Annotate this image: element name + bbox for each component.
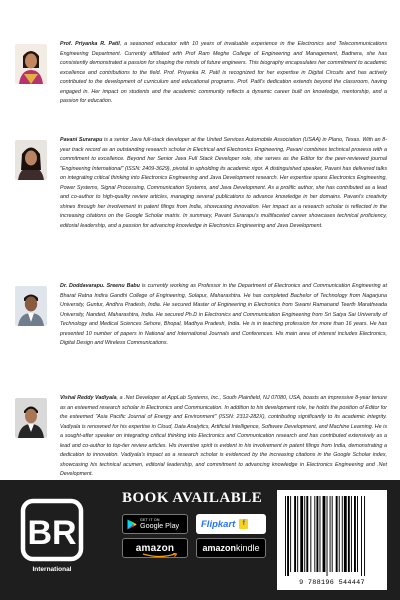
barcode-bar xyxy=(310,496,311,572)
kindle-amazon-label: amazon xyxy=(202,543,236,553)
kindle-label: kindle xyxy=(236,543,260,553)
author-description-4: , a .Net Developer at AppLab Systems, Inc., South Plainfield, NJ 07080, USA, boasts an impressive 8-year tenure as an esteemed research scholar in Electronics and Communication. In addition to his development role, he holds the position of Editor for the esteemed "Asia Pacific Journal of Energy and Environment" (ISSN: 2312-282X), contributing significantly to its academic integrity. Vadiyala is renowned for his expertise in Cloud, Data Analytics, Artificial Intelligence, Software Development, and Machine Learning. He is a sought-after speaker on integrating critical thinking into Electronics and Communication research and has contributed extensively as a lead and co-author to top-tier review articles. His inventive spirit is evident in his involvement in patent filings from India, demonstrating a dedication to innovation. Vadiyala's impact as a research scholar is evidenced by the increasing citations in the Google Scholar index, showcasing his technical acumen, editorial leadership, and commitment to advancing knowledge in Electronics Engineering and .Net Development. xyxy=(60,395,387,478)
publisher-footer xyxy=(0,480,400,600)
br-international-logo xyxy=(20,498,84,580)
author-description-1: , a seasoned educator with 10 years of invaluable experience in the Electronics and Telecommunications Engineering Department. Currently affiliated with Prof Ram Meghe College of Engineering and Management, Badnera, she has consistently demonstrated a passion for shaping the minds of future engineers. This biography encapsulates her commitment to academic excellence and contributions to the field. Prof. Priyanka R. Patil is recognized for her expertise in Digital Circuits and has actively contributed to the development of curriculum and educational programs. Prof. Patil's dedication extends beyond the classroom, having engaged in. Her impact on students and the academic community reflects a dynamic career built on knowledge, mentorship, and a passion for education. xyxy=(60,41,387,105)
author-name-3: Dr. Doddavarapu. Sreenu Babu xyxy=(60,283,140,289)
author-photo-1 xyxy=(15,44,47,84)
author-bio-text-3 xyxy=(60,282,387,349)
barcode-bar xyxy=(316,496,318,572)
barcode-bar xyxy=(306,496,308,572)
kindle-wordmark xyxy=(202,543,259,553)
barcode-bar xyxy=(320,496,321,572)
author-bio-2 xyxy=(15,136,387,231)
google-play-label: Google Play xyxy=(140,521,180,531)
barcode-bar xyxy=(297,496,298,572)
br-logo-mark xyxy=(20,498,84,564)
flipkart-badge[interactable] xyxy=(196,514,266,534)
book-available-heading: BOOK AVAILABLE xyxy=(122,490,263,506)
author-description-2: is a senior Java full-stack developer at the United Services Automobile Association (USAA) in Plano, Texas. With an 8-year track record as an outstanding research scholar in Electrical and Electronics Engineering, Pavani combines technical prowess with a commitment to excellence. Beyond her Senior Java Full Stack Developer role, she serves as the Editor for the peer-reviewed journal "Engineering International" (ISSN: 2409-3629), pivotal in upholding its academic rigor. A distinguished speaker, Pavani has delivered talks on integrating critical thinking into Electronics Engineering and Java Development research. Her expertise spans Electronics Engineering, Power Systems, Signal Processing, Communication Systems, and Java Development. As a prolific author, she has contributed as a lead and co-author to high-quality review articles, managing several publications to advance knowledge in her domains. Pavani's creativity shines through her involvement in patent filings from India, showcasing innovation. Her impact as a research scholar is reflected in the increasing citations on the Google Scholar matrix. In summary, Pavani Surarapu's multifaceted career showcases technical proficiency, editorial leadership, and a passion for advancing knowledge in Electronics Engineering and Java Development. xyxy=(60,137,387,229)
author-bio-1 xyxy=(15,40,387,107)
barcode-bar xyxy=(314,496,315,572)
amazon-wordmark xyxy=(136,543,174,554)
barcode-bar xyxy=(351,496,352,572)
flipkart-label: Flipkart xyxy=(201,518,236,530)
amazon-badge[interactable] xyxy=(122,538,188,558)
barcode-bar xyxy=(304,496,305,572)
author-bio-text-1 xyxy=(60,40,387,107)
author-photo-2 xyxy=(15,140,47,180)
author-name-1: Prof. Priyanka R. Patil xyxy=(60,41,120,47)
barcode-bar xyxy=(330,496,331,572)
google-play-icon xyxy=(127,519,137,530)
barcode-bar xyxy=(348,496,350,572)
barcode-bar xyxy=(323,496,326,572)
barcode-bar xyxy=(339,496,340,572)
author-bio-text-2 xyxy=(60,136,387,231)
barcode-bar xyxy=(344,496,347,572)
isbn-number: 9 788196 544447 xyxy=(299,579,365,587)
barcode-bar xyxy=(285,496,286,576)
barcode-bars xyxy=(277,490,387,578)
barcode-bar xyxy=(294,496,296,572)
amazon-smile-icon xyxy=(142,553,178,558)
google-play-small-label: GET IT ON xyxy=(140,517,160,522)
author-photo-3 xyxy=(15,286,47,326)
barcode-bar xyxy=(336,496,338,572)
author-photo-4 xyxy=(15,398,47,438)
barcode-bar xyxy=(342,496,343,572)
flipkart-icon: f xyxy=(239,519,248,529)
isbn-barcode xyxy=(277,490,387,590)
barcode-bar xyxy=(300,496,303,572)
barcode-bar xyxy=(290,496,291,572)
google-play-text xyxy=(140,519,179,530)
author-bio-3 xyxy=(15,282,387,349)
google-play-badge[interactable] xyxy=(122,514,188,534)
author-name-4: Vishal Reddy Vadiyala xyxy=(60,395,117,401)
barcode-bar xyxy=(354,496,356,572)
barcode-bar xyxy=(361,496,362,576)
barcode-bar xyxy=(332,496,333,572)
amazon-label: amazon xyxy=(135,542,175,554)
author-name-2: Pavani Surarapu xyxy=(60,137,103,143)
logo-letters: BR xyxy=(27,514,77,552)
author-description-3: is currently working as Professor in the Department of Electronics and Communication Engineering at Bharat Ratna Indira Gandhi College of Engineering, Solapur, Maharashtra. He has completed Bachelor of Technology from Nagarjuna University, Guntur, Andhra Pradesh, India. He secured Master of Engineering in Electronics from Swami Ramanand Teerth Marathwada University, Nanded, Maharashtra, India. He secured Ph.D in Electronics and Communication Engineering from Sri Satya Sai University of Technology and Medical Sciences Sehore, Bhopal, Madhya Pradesh, India. He is in teaching profession for more than 16 years. He has presented 10 number of papers in National and International Journals and Conferences. His main area of interest includes Electronics, Digital Design and Wireless Communications. xyxy=(60,283,387,347)
author-bio-4 xyxy=(15,394,387,480)
amazon-kindle-badge[interactable] xyxy=(196,538,266,558)
author-bio-text-4 xyxy=(60,394,387,480)
barcode-bar xyxy=(364,496,365,576)
barcode-bar xyxy=(327,496,328,576)
barcode-bar xyxy=(287,496,289,576)
logo-caption: International xyxy=(32,566,72,573)
barcode-bar xyxy=(357,496,358,572)
